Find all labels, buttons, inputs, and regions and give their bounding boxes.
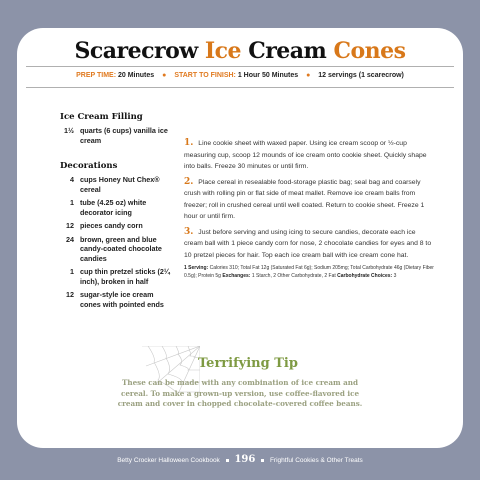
step-text: Place cereal in resealable food-storage plastic bag; seal bag and coarsely crush with rolling pin or flat side of meat mallet. Remove ice cream balls from freezer; roll in crushed cereal until well coated. Return to cookie sheet. Freeze 1 hour or until firm.	[184, 178, 425, 220]
ingredient-name: sugar-style ice cream cones with pointed ends	[80, 290, 164, 309]
ingredient-row	[60, 267, 175, 286]
choices-label: Carbohydrate Choices:	[337, 272, 393, 279]
footer-bullet	[261, 459, 264, 462]
page-footer	[0, 454, 480, 465]
tip-text: These can be made with any combination of ice cream and cereal. To make a grown-up version, use coffee-flavored ice cream and cover in chopped chocolate-covered coffee beans.	[117, 378, 363, 408]
step-text: Just before serving and using icing to secure candies, decorate each ice cream ball with 1 piece candy corn for nose, 2 chocolate candies for eyes and 8 to 10 pretzel pieces for hair. Top each ice cream ball with ice cream cone hat.	[184, 228, 432, 259]
decorations-heading: Decorations	[60, 161, 118, 171]
chapter-title: Frightful Cookies & Other Treats	[269, 457, 363, 464]
title-part-1: Scarecrow	[74, 38, 205, 64]
serving-text: Calories 310; Total Fat 12g (Saturated Fat 6g); Sodium 205mg; Total Carbohydrate 46g (Dietary Fiber 0.5g); Protein 5g	[184, 265, 434, 279]
page-number: 196	[234, 454, 256, 465]
ingredient-row	[60, 221, 175, 231]
ingredient-qty: 12	[66, 290, 74, 299]
ingredient-name: cup thin pretzel sticks (2¼ inch), broken in half	[80, 267, 170, 286]
separator-dot: ●	[162, 72, 167, 79]
ingredient-qty: 12	[66, 221, 74, 230]
book-title: Betty Crocker Halloween Cookbook	[117, 457, 220, 464]
ingredient-row	[60, 198, 175, 217]
nutrition-info	[184, 265, 434, 280]
step-number: 1.	[184, 138, 194, 148]
ingredient-name: brown, green and blue candy-coated chocolate candies	[80, 234, 162, 263]
tip-body	[0, 378, 480, 410]
tip-title: Terrifying Tip	[198, 356, 298, 371]
title-part-3: Cream	[241, 38, 334, 64]
ingredient-qty: 1	[70, 267, 74, 276]
serving-label: 1 Serving:	[184, 265, 209, 271]
ingredient-name: quarts (6 cups) vanilla ice cream	[80, 126, 168, 145]
exchanges-label: Exchanges:	[222, 272, 251, 279]
directions-column	[184, 138, 434, 280]
ingredient-qty: 1	[70, 198, 74, 207]
start-finish-value: 1 Hour 50 Minutes	[237, 72, 299, 79]
direction-step	[184, 227, 434, 262]
prep-time-label: PREP TIME:	[76, 72, 117, 79]
ingredient-qty: 1½	[64, 126, 74, 135]
ingredient-row	[60, 235, 175, 264]
divider-top	[26, 66, 454, 67]
title-part-4: Cones	[333, 38, 406, 64]
recipe-meta	[0, 72, 480, 79]
step-text: Line cookie sheet with waxed paper. Using ice cream scoop or ½-cup measuring cup, scoop 12 mounds of ice cream onto cookie sheet. Quickly shape into balls. Freeze 30 minutes or until firm.	[184, 140, 427, 170]
ingredient-row	[60, 290, 175, 309]
step-number: 3.	[184, 226, 194, 237]
ingredient-name: tube (4.25 oz) white decorator icing	[80, 198, 147, 217]
ingredient-qty: 4	[70, 175, 74, 184]
start-finish-label: START TO FINISH:	[174, 72, 236, 79]
ingredient-name: pieces candy corn	[80, 221, 143, 230]
ingredients-column	[60, 112, 175, 313]
choices-text: 3	[393, 272, 397, 279]
ingredient-qty: 24	[66, 234, 74, 244]
exchanges-text: 1 Starch, 2 Other Carbohydrate, 2 Fat	[251, 272, 336, 279]
filling-heading: Ice Cream Filling	[60, 112, 143, 122]
footer-bullet	[226, 459, 229, 462]
prep-time-value: 20 Minutes	[117, 72, 155, 79]
step-number: 2.	[184, 176, 194, 187]
direction-step	[184, 177, 434, 223]
ingredient-row	[60, 126, 175, 145]
ingredient-row	[60, 175, 175, 194]
divider-bottom	[26, 87, 454, 88]
title-part-2: Ice	[204, 38, 242, 64]
servings: 12 servings (1 scarecrow)	[318, 72, 404, 79]
direction-step	[184, 138, 434, 173]
recipe-title	[0, 38, 480, 64]
separator-dot: ●	[306, 72, 311, 79]
ingredient-name: cups Honey Nut Chex® cereal	[80, 175, 160, 194]
